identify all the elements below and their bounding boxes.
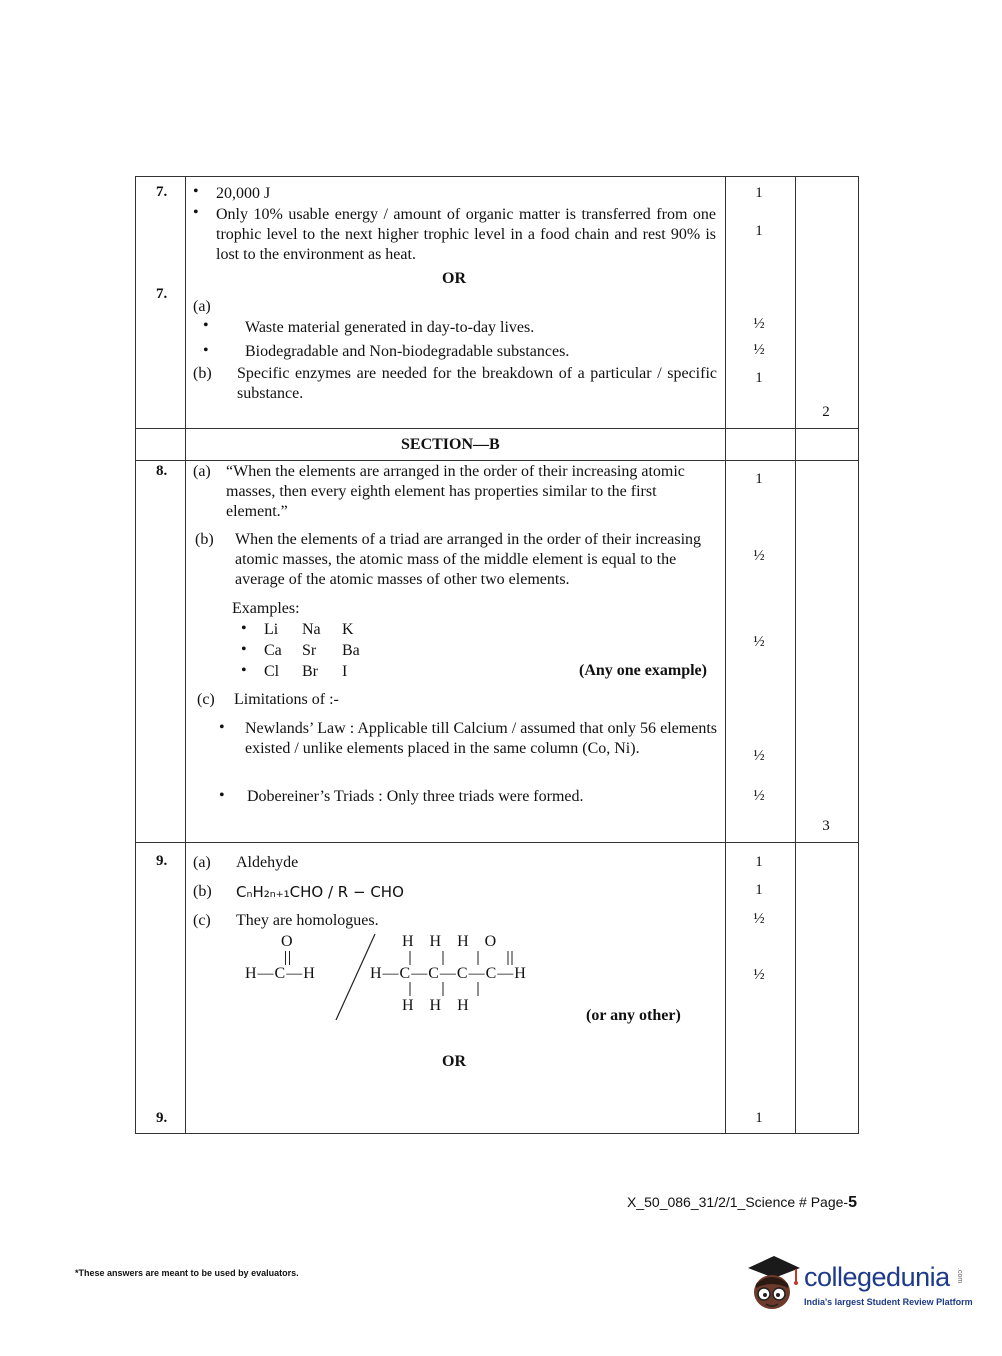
mark: 1 xyxy=(755,882,763,898)
answer-text: 20,000 J xyxy=(216,185,271,202)
bullet: • xyxy=(203,317,209,334)
answer-text: When the elements of a triad are arranged in the order of their increasing atomic masses, the atomic mass of the middle element is equal to the average of the atomic masses of other two elements. xyxy=(235,531,702,588)
or-any-other: (or any other) xyxy=(586,1007,681,1024)
section-title: SECTION—B xyxy=(401,436,500,453)
answer-text: They are homologues. xyxy=(236,912,379,929)
part-label: (b) xyxy=(193,883,212,900)
element-symbol: Ca xyxy=(264,642,282,659)
element-symbol: I xyxy=(342,663,348,680)
double-bond-line xyxy=(289,951,291,965)
brand-name: collegedunia xyxy=(804,1262,950,1292)
element-symbol: Na xyxy=(302,621,321,638)
answer-text: Newlands’ Law : Applicable till Calcium / assumed that only 56 elements existed / unlike elements placed in the same column (Co, Ni). xyxy=(245,720,717,757)
brand-suffix: .com xyxy=(956,1268,963,1284)
question-number: 9. xyxy=(156,853,168,869)
element-symbol: Sr xyxy=(302,642,317,659)
general-formula: CₙH₂ₙ₊₁CHO / R − CHO xyxy=(236,883,404,901)
butanal-chain: H—C—C—C—C—H xyxy=(370,965,527,982)
bullet: • xyxy=(241,620,247,637)
part-label: (a) xyxy=(193,854,211,871)
question-number: 9. xyxy=(156,1110,168,1126)
page-code-text: X_50_086_31/2/1_Science # Page- xyxy=(627,1194,849,1210)
part-label: (b) xyxy=(193,365,212,382)
mark: 1 xyxy=(755,370,763,386)
answer-text: Waste material generated in day-to-day lives. xyxy=(245,319,535,336)
bullet: • xyxy=(193,183,199,200)
answer-text: Specific enzymes are needed for the breakdown of a particular / specific substance. xyxy=(237,365,717,402)
element-symbol: Ba xyxy=(342,642,360,659)
answer-text: Dobereiner’s Triads : Only three triads were formed. xyxy=(247,788,584,805)
brand-logo xyxy=(744,1250,974,1320)
butanal-bottom-atoms: H H H xyxy=(402,997,470,1014)
bullet: • xyxy=(203,342,209,359)
formaldehyde-structure: H—C—H xyxy=(245,965,316,982)
mark: ½ xyxy=(753,316,765,332)
part-label: (c) xyxy=(193,912,211,929)
or-label: OR xyxy=(442,270,466,287)
mark: 1 xyxy=(755,471,763,487)
answer-text: Biodegradable and Non-biodegradable substances. xyxy=(245,343,570,360)
mark: ½ xyxy=(753,967,765,983)
col-divider-number xyxy=(185,177,186,1133)
mark: ½ xyxy=(753,548,765,564)
element-symbol: Br xyxy=(302,663,318,680)
element-symbol: Cl xyxy=(264,663,280,680)
bullet: • xyxy=(193,204,199,221)
mascot-icon xyxy=(744,1250,802,1316)
mark: 1 xyxy=(755,185,763,201)
answer-text: Aldehyde xyxy=(236,854,299,871)
any-one-example: (Any one example) xyxy=(579,662,707,679)
page-number: 5 xyxy=(848,1194,857,1211)
part-label: (a) xyxy=(193,463,211,480)
or-label: OR xyxy=(442,1053,466,1070)
element-symbol: K xyxy=(342,621,354,638)
answer-text: Limitations of :- xyxy=(234,691,339,708)
mark: 1 xyxy=(755,854,763,870)
butanal-top-atoms: H H H O xyxy=(402,933,498,950)
double-bond-line xyxy=(285,951,287,965)
part-label: (a) xyxy=(193,298,211,315)
row-divider-3 xyxy=(136,842,858,843)
examples-label: Examples: xyxy=(232,600,300,617)
mark: 1 xyxy=(755,1110,763,1126)
col-divider-total xyxy=(795,177,796,1133)
part-label: (b) xyxy=(195,531,214,548)
evaluator-note: *These answers are meant to be used by evaluators. xyxy=(75,1268,299,1278)
answer-text: Only 10% usable energy / amount of organic matter is transferred from one trophic level to the next higher trophic level in a food chain and rest 90% is lost to the environment as heat. xyxy=(216,206,716,263)
bullet: • xyxy=(241,662,247,679)
total-marks: 3 xyxy=(822,818,830,834)
row-divider-2 xyxy=(136,460,858,461)
mark: ½ xyxy=(753,634,765,650)
mark: ½ xyxy=(753,788,765,804)
bullet: • xyxy=(219,719,225,736)
question-number: 8. xyxy=(156,463,168,479)
oxygen-atom: O xyxy=(281,933,293,950)
question-number: 7. xyxy=(156,184,168,200)
mark: ½ xyxy=(753,748,765,764)
row-divider-1 xyxy=(136,428,858,429)
bullet: • xyxy=(241,641,247,658)
total-marks: 2 xyxy=(822,404,830,420)
page-code xyxy=(627,1194,857,1212)
question-number: 7. xyxy=(156,286,168,302)
mark: ½ xyxy=(753,911,765,927)
bullet: • xyxy=(219,787,225,804)
element-symbol: Li xyxy=(264,621,279,638)
answer-text: “When the elements are arranged in the order of their increasing atomic masses, then every eighth element has properties similar to the first element.” xyxy=(226,463,685,520)
brand-tagline: India's largest Student Review Platform xyxy=(804,1297,973,1307)
part-label: (c) xyxy=(197,691,215,708)
mark: ½ xyxy=(753,342,765,358)
mark: 1 xyxy=(755,223,763,239)
